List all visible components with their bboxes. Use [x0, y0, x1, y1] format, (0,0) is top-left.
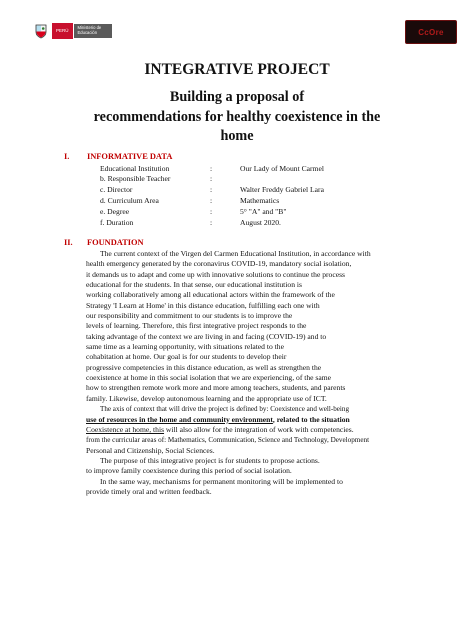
paragraph-line: cohabitation at home. Our goal is for our students to develop their [86, 352, 287, 362]
info-value: August 2020. [240, 218, 281, 227]
paragraph-line: educational for the students. In that sense, our educational institution is [86, 280, 302, 290]
info-label: Educational Institution [100, 164, 170, 173]
info-value: Our Lady of Mount Carmel [240, 164, 324, 173]
paragraph-line: same time as a learning opportunity, with situations related to the [86, 342, 284, 352]
ministry-logo [33, 23, 112, 39]
paragraph-line: The purpose of this integrative project is for students to propose actions. [100, 455, 320, 465]
situation-emphasis: Coexistence at home, this [86, 424, 165, 434]
foundation-body [86, 249, 408, 497]
subtitle-line-3: home [220, 128, 254, 144]
situation-tail: will also allow for the integration of work with competencies. [164, 424, 354, 434]
subtitle-line-1: Building a proposal of [169, 89, 305, 105]
paragraph-line: how to strengthen remote work more and more among teachers, students, and parents [86, 383, 346, 393]
info-colon: : [210, 185, 213, 194]
paragraph-line: The axis of context that will drive the project is defined by: Coexistence and well-being [100, 405, 349, 414]
ministry-label: Ministerio de Educación [74, 24, 112, 38]
paragraph-line: Personal and Citizenship, Social Sciences. [86, 445, 215, 455]
peru-shield-icon [33, 23, 49, 39]
section-1-heading [64, 152, 172, 161]
info-label: d. Curriculum Area [100, 196, 159, 205]
info-colon: : [210, 218, 213, 227]
info-colon: : [210, 174, 213, 183]
paragraph-line: to improve family coexistence during this period of social isolation. [86, 466, 292, 476]
paragraph-line: our responsibility and commitment to our students is to improve the [86, 311, 293, 321]
paragraph-line: from the curricular areas of: Mathematics, Communication, Science and Technology, Development [86, 436, 370, 445]
document-title: INTEGRATIVE PROJECT [144, 61, 330, 78]
info-colon: : [210, 196, 213, 205]
section-2-title: FOUNDATION [87, 238, 144, 247]
info-colon: : [210, 164, 213, 173]
section-2-number: II. [64, 238, 73, 247]
context-axis-emphasis: use of resources in the home and community environment [86, 414, 273, 424]
section-1-title: INFORMATIVE DATA [87, 152, 173, 161]
paragraph-line [86, 425, 408, 435]
section-2-heading [64, 238, 144, 247]
info-label: b. Responsible Teacher [100, 174, 171, 183]
peru-label: PERÚ [52, 23, 73, 39]
paragraph-line: In the same way, mechanisms for permanent monitoring will be implemented to [100, 476, 343, 486]
info-label: f. Duration [100, 218, 134, 227]
info-value: Mathematics [240, 196, 280, 205]
paragraph-line: family. Likewise, develop autonomous learning and the appropriate use of ICT. [86, 393, 327, 403]
context-axis-tail: , related to the situation [272, 414, 350, 424]
paragraph-line: Strategy 'I Learn at Home' in this distance education, fulfilling each one with [86, 300, 320, 310]
subtitle-line-2: recommendations for healthy coexistence in the [93, 109, 381, 125]
paragraph-line: health emergency generated by the coronavirus COVID-19, mandatory social isolation, [86, 259, 352, 269]
section-1-number: I. [64, 152, 70, 161]
school-logo [405, 20, 457, 44]
info-value: 5° "A" and "B" [240, 207, 287, 216]
info-value: Walter Freddy Gabriel Lara [240, 185, 324, 194]
paragraph-line: working collaboratively among all educational actors within the framework of the [86, 290, 335, 300]
paragraph-line: taking advantage of the context we are living in and facing (COVID-19) and to [86, 331, 327, 341]
paragraph-line: The current context of the Virgen del Carmen Educational Institution, in accordance with [100, 249, 371, 258]
paragraph-line: provide timely oral and written feedback. [86, 486, 212, 496]
school-logo-text: CcOre [418, 27, 444, 37]
paragraph-line: coexistence at home in this social isolation that we are experiencing, of the same [86, 373, 332, 383]
paragraph-line: it demands us to adapt and come up with innovative solutions to continue the process [86, 269, 345, 279]
paragraph-line: levels of learning. Therefore, this first integrative project responds to the [86, 321, 307, 331]
info-label: e. Degree [100, 207, 130, 216]
paragraph-line-emphasis [86, 415, 408, 425]
info-colon: : [210, 207, 213, 216]
info-label: c. Director [100, 185, 133, 194]
paragraph-line: progressive competencies in this distance education, as well as strengthen the [86, 362, 322, 372]
